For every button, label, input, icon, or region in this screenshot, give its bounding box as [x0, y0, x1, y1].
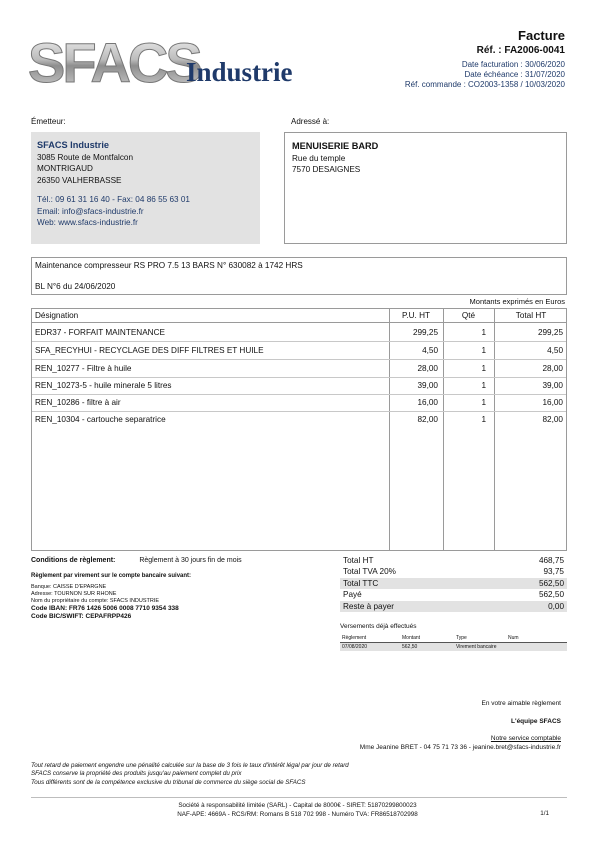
emetteur-label: Émetteur:: [31, 117, 66, 126]
total-value: 0,00: [548, 601, 564, 611]
iban: Code IBAN: FR76 1426 5006 0008 7710 9354 338: [31, 605, 179, 612]
emetteur-box: [31, 132, 260, 244]
column-header-designation: Désignation: [35, 311, 79, 320]
total-row: [340, 555, 567, 566]
account-owner: Nom du propriétaire du compte: SFACS INDUSTRIE: [31, 598, 160, 604]
total-label: Total HT: [343, 556, 374, 565]
cell-pu: 4,50: [422, 346, 438, 355]
total-value: 93,75: [543, 567, 564, 577]
closing-signature: L'équipe SFACS: [511, 718, 561, 725]
cell-total: 28,00: [542, 364, 563, 373]
payments-table: [340, 634, 567, 651]
destinataire-label: Adressé à:: [291, 117, 330, 126]
logo-industrie-text: Industrie: [186, 57, 293, 87]
cell-qty: 1: [481, 381, 486, 390]
destinataire-address-line: 7570 DESAIGNES: [292, 165, 361, 174]
destinataire-box: [284, 132, 567, 244]
payments-made: [340, 623, 567, 651]
payment-conditions: [31, 557, 242, 621]
table-row: [32, 414, 566, 431]
total-value: 562,50: [538, 578, 564, 588]
payment-type: Virement bancaire: [456, 644, 497, 650]
doc-title: Facture: [518, 28, 565, 43]
emetteur-phone-fax: Tél.: 09 61 31 16 40 - Fax: 04 86 55 63 01: [37, 195, 190, 204]
payment-row: [340, 643, 567, 651]
total-value: 468,75: [538, 556, 564, 565]
emetteur-web: Web: www.sfacs-industrie.fr: [37, 218, 138, 227]
items-table: [31, 308, 567, 551]
cell-pu: 28,00: [417, 364, 438, 373]
footer-divider: [31, 797, 567, 798]
column-header-qty: Qté: [461, 311, 476, 320]
total-row: [340, 589, 567, 600]
cell-designation: REN_10304 - cartouche separatrice: [35, 415, 166, 424]
payment-date: 07/08/2020: [342, 644, 368, 650]
virement-title: Règlement par virement sur le compte bancaire suivant:: [31, 573, 192, 579]
closing-contact: Mme Jeanine BRET - 04 75 71 73 36 - jeanine.bret@sfacs-industrie.fr: [359, 744, 561, 751]
column-header-pu: P.U. HT: [401, 311, 431, 320]
cell-designation: EDR37 - FORFAIT MAINTENANCE: [35, 328, 165, 337]
cell-designation: REN_10273-5 - huile minerale 5 litres: [35, 381, 172, 390]
cell-qty: 1: [481, 364, 486, 373]
cell-qty: 1: [481, 415, 486, 424]
cell-total: 16,00: [542, 398, 563, 407]
bank-address: Adresse: TOURNON SUR RHONE: [31, 591, 117, 597]
emetteur-address-line: 26350 VALHERBASSE: [37, 175, 122, 185]
emetteur-address-line: 3085 Route de Montfalcon: [37, 152, 134, 162]
total-row: [340, 578, 567, 589]
destinataire-name: MENUISERIE BARD: [292, 141, 379, 151]
cell-pu: 39,00: [417, 381, 438, 390]
cell-qty: 1: [481, 328, 486, 337]
date-echeance: Date échéance : 31/07/2020: [464, 70, 565, 79]
page-number: 1/1: [540, 810, 549, 817]
cell-total: 82,00: [542, 415, 563, 424]
conditions-label: Conditions de règlement:: [31, 557, 116, 564]
total-label: Total TTC: [343, 578, 379, 588]
cell-designation: SFA_RECYHUI - RECYCLAGE DES DIFF FILTRES ET HUILE: [35, 346, 264, 355]
total-row: [340, 566, 567, 577]
total-label: Payé: [343, 590, 362, 600]
cell-total: 4,50: [547, 346, 563, 355]
conditions-value: Règlement à 30 jours fin de mois: [139, 557, 242, 564]
cell-qty: 1: [481, 346, 486, 355]
payments-title: Versements déjà effectués: [340, 623, 417, 630]
destinataire-address-line: Rue du temple: [292, 153, 346, 163]
bank-name: Banque: CAISSE D'EPARGNE: [31, 584, 107, 590]
total-row: [340, 601, 567, 612]
invoice-header: [405, 28, 565, 90]
footer-line: Société à responsabilité limitée (SARL) - Capital de 8000€ - SIRET: 51870299800023: [178, 802, 417, 809]
payment-amount: 562,50: [402, 644, 418, 650]
ref-commande: Réf. commande : CO2003-1358 / 10/03/2020: [404, 80, 565, 89]
payments-header: Num: [508, 635, 519, 641]
date-facturation: Date facturation : 30/06/2020: [461, 60, 565, 69]
closing-line: En votre aimable règlement: [481, 700, 561, 707]
payments-header: Type: [456, 635, 467, 641]
invoice-description: [31, 257, 567, 295]
totals-box: [340, 555, 567, 612]
cell-total: 39,00: [542, 381, 563, 390]
payments-header: Règlement: [342, 635, 367, 641]
cell-designation: REN_10286 - filtre à air: [35, 398, 121, 407]
currency-note: Montants exprimés en Euros: [469, 297, 565, 306]
emetteur-name: SFACS Industrie: [37, 140, 109, 150]
footer-line: NAF-APE: 4669A - RCS/RM: Romans B 518 702 998 - Numéro TVA: FR86518702998: [177, 811, 418, 818]
payments-header: Montant: [402, 635, 421, 641]
logo-sfacs-text: SFACS: [28, 31, 200, 90]
emetteur-email: Email: info@sfacs-industrie.fr: [37, 206, 144, 216]
cell-pu: 82,00: [417, 415, 438, 424]
invoice-reference: Réf. : FA2006-0041: [476, 45, 565, 56]
emetteur-address-line: MONTRIGAUD: [37, 164, 93, 173]
legal-note: Tous différents sont de la compétence exclusive du tribunal de commerce du siège social de SFACS: [31, 778, 306, 786]
legal-notes: [31, 762, 349, 787]
total-label: Total TVA 20%: [343, 567, 396, 577]
total-label: Reste à payer: [343, 601, 394, 611]
total-value: 562,50: [538, 590, 564, 600]
cell-pu: 299,25: [412, 328, 438, 337]
legal-note: Tout retard de paiement engendre une pénalité calculée sur la base de 3 fois le taux d'intérêt légal par jour de retard: [31, 762, 349, 769]
bic: Code BIC/SWIFT: CEPAFRPP426: [31, 613, 132, 620]
company-logo: [26, 30, 326, 90]
closing-service: Notre service comptable: [490, 735, 561, 742]
cell-total: 299,25: [537, 328, 563, 337]
description-line: BL N°6 du 24/06/2020: [35, 282, 116, 291]
company-footer: [0, 801, 595, 819]
cell-qty: 1: [481, 398, 486, 407]
cell-pu: 16,00: [417, 398, 438, 407]
cell-designation: REN_10277 - Filtre à huile: [35, 364, 132, 373]
column-header-total: Total HT: [515, 311, 547, 320]
legal-note: SFACS conserve la propriété des produits jusqu'au paiement complet du prix: [31, 770, 242, 778]
description-line: Maintenance compresseur RS PRO 7.5 13 BARS N° 630082 à 1742 HRS: [35, 261, 303, 270]
